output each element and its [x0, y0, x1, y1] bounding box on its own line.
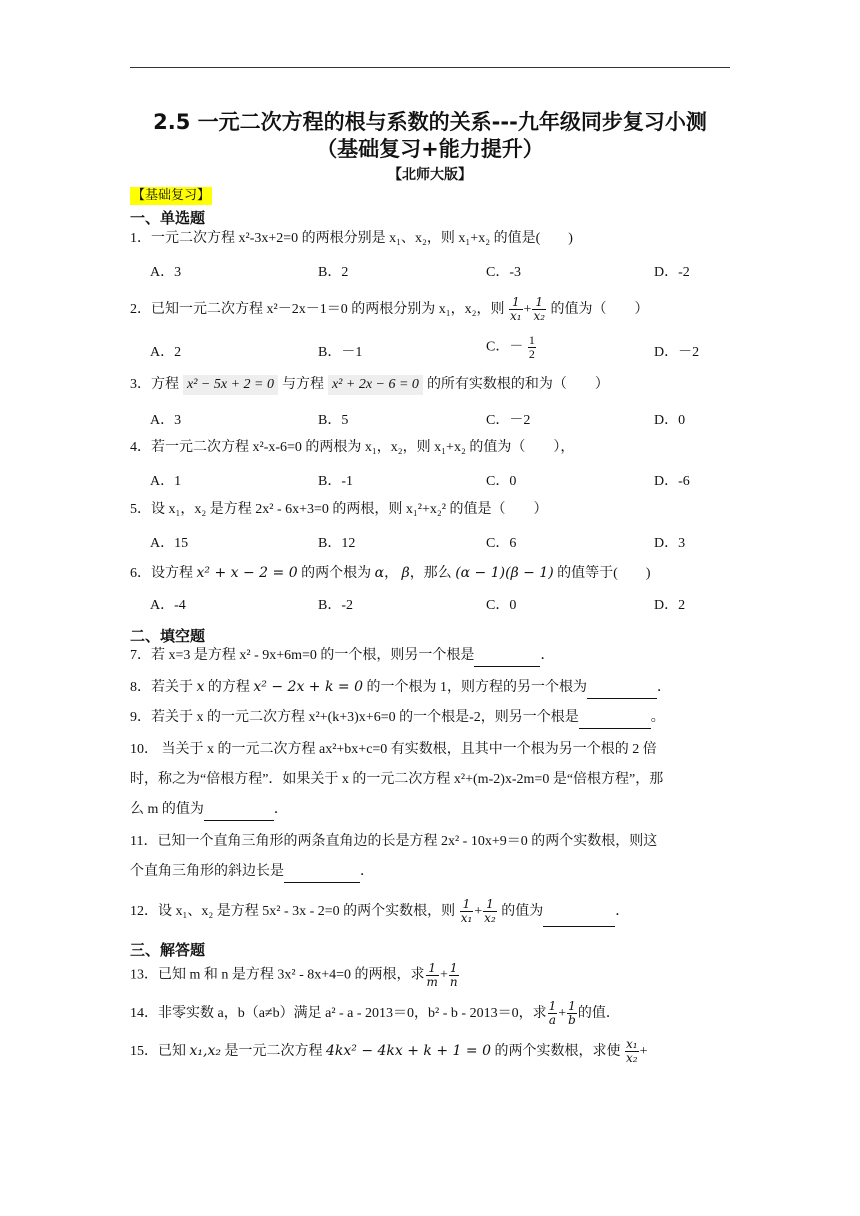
- section-tag-basic-review: 【基础复习】: [132, 188, 211, 203]
- question-11-line-2: 个直角三角形的斜边长是 ．: [130, 862, 730, 883]
- fraction: $\frac{1}{\text{x₂}}$: [533, 295, 546, 324]
- option-c: C．-3: [486, 265, 521, 280]
- question-13: 13．已知 m 和 n 是方程 3x² - 8x+4=0 的两根，求 $\frac{1}{m}$ + $\frac{1}{n}$: [130, 961, 458, 989]
- question-2-options: [130, 333, 730, 361]
- question-12: 12．设 x₁、x₂ 是方程 5x² - 3x - 2=0 的两个实数根，则 $\frac{1}{\text{x₁}}$ + $\frac{1}{\text{x₂}}$ 的值为 ．: [130, 897, 630, 926]
- option-d: D．－2: [654, 345, 700, 360]
- question-1-options: [130, 261, 730, 281]
- option-c: C．0: [486, 474, 517, 489]
- option-b: B．12: [318, 536, 356, 551]
- question-2-ending: 的值为（ ）: [550, 302, 649, 317]
- question-10-line-1: 10． 当关于 x 的一元二次方程 ax²+bx+c=0 有实数根，且其中一个根为另一个根的 2 倍: [130, 742, 657, 757]
- option-a: A．-4: [150, 598, 186, 613]
- equation-image: x² + 2x − 6 = 0: [328, 375, 423, 395]
- question-6-options: [130, 594, 730, 614]
- option-b: B．2: [318, 265, 349, 280]
- document-subtitle: （基础复习+能力提升）: [316, 137, 544, 161]
- option-b: B．5: [318, 413, 349, 428]
- question-10-line-2: 时，称之为“倍根方程”．如果关于 x 的一元二次方程 x²+(m-2)x-2m=0 是“倍根方程”，那: [130, 772, 664, 787]
- question-8: 8．若关于 x 的方程 x² − 2x + k = 0 的一个根为 1，则方程的另一个根为 ．: [130, 677, 730, 699]
- question-10-line-3: 么 m 的值为 ．: [130, 800, 730, 821]
- option-a: A．1: [150, 474, 182, 489]
- option-a: A．3: [150, 413, 182, 428]
- question-5: 5．设 x₁，x₂ 是方程 2x² - 6x+3=0 的两根，则 x₁²+x₂² 的值是（ ）: [130, 502, 548, 517]
- question-3-options: [130, 409, 730, 429]
- option-d: D．2: [654, 598, 686, 613]
- equation: x² + x − 2 = 0: [196, 565, 298, 581]
- option-a: A．3: [150, 265, 182, 280]
- option-c: C．－ $\frac{1}{2}$: [486, 333, 535, 361]
- section-heading-solve: 三、解答题: [130, 941, 206, 959]
- section-heading-fill-in: 二、填空题: [130, 627, 206, 645]
- equation: x² − 2x + k = 0: [253, 679, 363, 695]
- question-2: [130, 296, 730, 324]
- section-heading-multiple-choice: 一、单选题: [130, 209, 206, 227]
- edition-label: 【北师大版】: [388, 167, 472, 183]
- option-b: B．－1: [318, 345, 363, 360]
- question-9: 9．若关于 x 的一元二次方程 x²+(k+3)x+6=0 的一个根是-2，则另一个根是 。: [130, 708, 730, 729]
- option-c: C．6: [486, 536, 517, 551]
- question-15: 15．已知 x₁,x₂ 是一元二次方程 4kx² − 4kx + k + 1 = 0 的两个实数根，求使 $\frac{\text{x₁}}{\text{x₂}}$ +: [130, 1037, 648, 1066]
- question-4: 4．若一元二次方程 x²-x-6=0 的两根为 x₁，x₂，则 x₁+x₂ 的值为（ ），: [130, 440, 575, 455]
- option-d: D．-2: [654, 265, 690, 280]
- plus-sign: +: [523, 302, 532, 317]
- option-d: D．-6: [654, 474, 690, 489]
- fraction: $\frac{1}{\text{x₁}}$: [509, 295, 522, 324]
- question-14: 14．非零实数 a，b（a≠b）满足 a² - a - 2013＝0，b² - b - 2013＝0，求 $\frac{1}{a}$ + $\frac{1}{b}$ 的值．: [130, 999, 620, 1028]
- option-a: A．2: [150, 345, 182, 360]
- document-title: 2.5 一元二次方程的根与系数的关系---九年级同步复习小测: [153, 110, 707, 134]
- option-c: C．－2: [486, 413, 531, 428]
- question-1: 1．一元二次方程 x²-3x+2=0 的两根分别是 x₁、x₂，则 x₁+x₂ 的值是( ): [130, 231, 573, 246]
- header-rule: [130, 67, 730, 68]
- equation: 4kx² − 4kx + k + 1 = 0: [325, 1043, 491, 1059]
- question-6: 6．设方程 x² + x − 2 = 0 的两个根为 α， β，那么 (α − 1)(β − 1) 的值等于( ): [130, 565, 651, 581]
- option-d: D．0: [654, 413, 686, 428]
- question-3: 3．方程 x² − 5x + 2 = 0 与方程 x² + 2x − 6 = 0 的所有实数根的和为（ ）: [130, 375, 730, 395]
- question-4-options: [130, 470, 730, 490]
- option-c: C．0: [486, 598, 517, 613]
- question-2-text: 2．已知一元二次方程 x²－2x－1＝0 的两根分别为 x₁，x₂，则: [130, 302, 505, 317]
- option-d: D．3: [654, 536, 686, 551]
- option-a: A．15: [150, 536, 189, 551]
- option-b: B．-1: [318, 474, 353, 489]
- equation-image: x² − 5x + 2 = 0: [183, 375, 278, 395]
- question-7: 7．若 x=3 是方程 x² - 9x+6m=0 的一个根，则另一个根是 ．: [130, 646, 730, 667]
- question-5-options: [130, 532, 730, 552]
- question-11-line-1: 11．已知一个直角三角形的两条直角边的长是方程 2x² - 10x+9＝0 的两个实数根，则这: [130, 834, 658, 849]
- expression: (α − 1)(β − 1): [455, 565, 554, 581]
- option-b: B．-2: [318, 598, 353, 613]
